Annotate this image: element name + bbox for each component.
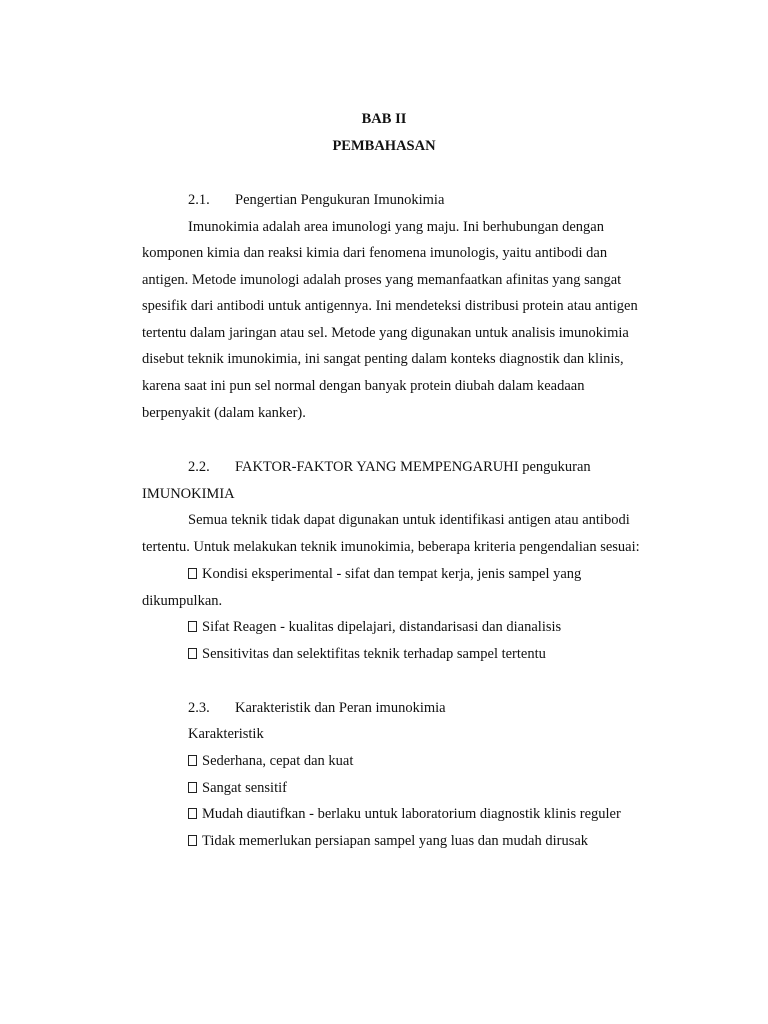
bullet-text: Sangat sensitif	[202, 780, 287, 796]
bullet-text: Kondisi eksperimental - sifat dan tempat kerja, jenis sampel yang	[202, 566, 582, 582]
section-number: 2.3.	[188, 700, 210, 716]
subheading: Karakteristik	[188, 726, 264, 742]
bullet-item	[188, 805, 621, 823]
section-title-continued: IMUNOKIMIA	[142, 486, 235, 502]
bullet-text: Tidak memerlukan persiapan sampel yang luas dan mudah dirusak	[202, 833, 589, 849]
paragraph-line: tertentu. Untuk melakukan teknik imunokimia, beberapa kriteria pengendalian sesuai:	[142, 539, 640, 555]
bullet-box-icon	[188, 808, 197, 819]
bullet-item	[188, 618, 561, 636]
bullet-text: Sederhana, cepat dan kuat	[202, 753, 354, 769]
paragraph-line: komponen kimia dan reaksi kimia dari fenomena imunologis, yaitu antibodi dan	[142, 245, 608, 261]
section-number: 2.2.	[188, 459, 210, 475]
section-title: Pengertian Pengukuran Imunokimia	[235, 192, 445, 208]
paragraph-line: berpenyakit (dalam kanker).	[142, 405, 306, 421]
paragraph-line: Semua teknik tidak dapat digunakan untuk identifikasi antigen atau antibodi	[188, 512, 630, 528]
bullet-text: Mudah diautifkan - berlaku untuk laboratorium diagnostik klinis reguler	[202, 806, 621, 822]
paragraph-line: disebut teknik imunokimia, ini sangat penting dalam konteks diagnostik dan klinis,	[142, 351, 624, 367]
paragraph-line: karena saat ini pun sel normal dengan banyak protein diubah dalam keadaan	[142, 378, 585, 394]
bullet-item	[188, 779, 287, 797]
bullet-item	[188, 565, 581, 583]
bullet-text: Sifat Reagen - kualitas dipelajari, distandarisasi dan dianalisis	[202, 619, 562, 635]
bullet-box-icon	[188, 835, 197, 846]
section-number: 2.1.	[188, 192, 210, 208]
section-heading-2-2	[188, 458, 591, 476]
chapter-label: BAB II	[361, 111, 407, 127]
bullet-box-icon	[188, 648, 197, 659]
section-title: FAKTOR-FAKTOR YANG MEMPENGARUHI pengukuran	[235, 459, 591, 475]
paragraph-line: tertentu dalam jaringan atau sel. Metode yang digunakan untuk analisis imunokimia	[142, 325, 629, 341]
section-heading-2-3	[188, 699, 446, 717]
paragraph-line: antigen. Metode imunologi adalah proses yang memanfaatkan afinitas yang sangat	[142, 272, 622, 288]
bullet-box-icon	[188, 782, 197, 793]
bullet-box-icon	[188, 568, 197, 579]
chapter-title: PEMBAHASAN	[332, 138, 436, 154]
bullet-item	[188, 752, 353, 770]
bullet-text-continued: dikumpulkan.	[142, 593, 223, 609]
bullet-box-icon	[188, 755, 197, 766]
section-heading-2-1	[188, 191, 444, 209]
paragraph-line: Imunokimia adalah area imunologi yang maju. Ini berhubungan dengan	[188, 219, 604, 235]
paragraph-line: spesifik dari antibodi untuk antigennya. Ini mendeteksi distribusi protein atau antigen	[142, 298, 638, 314]
bullet-text: Sensitivitas dan selektifitas teknik terhadap sampel tertentu	[202, 646, 546, 662]
section-title: Karakteristik dan Peran imunokimia	[235, 700, 446, 716]
bullet-box-icon	[188, 621, 197, 632]
bullet-item	[188, 832, 588, 850]
bullet-item	[188, 645, 546, 663]
